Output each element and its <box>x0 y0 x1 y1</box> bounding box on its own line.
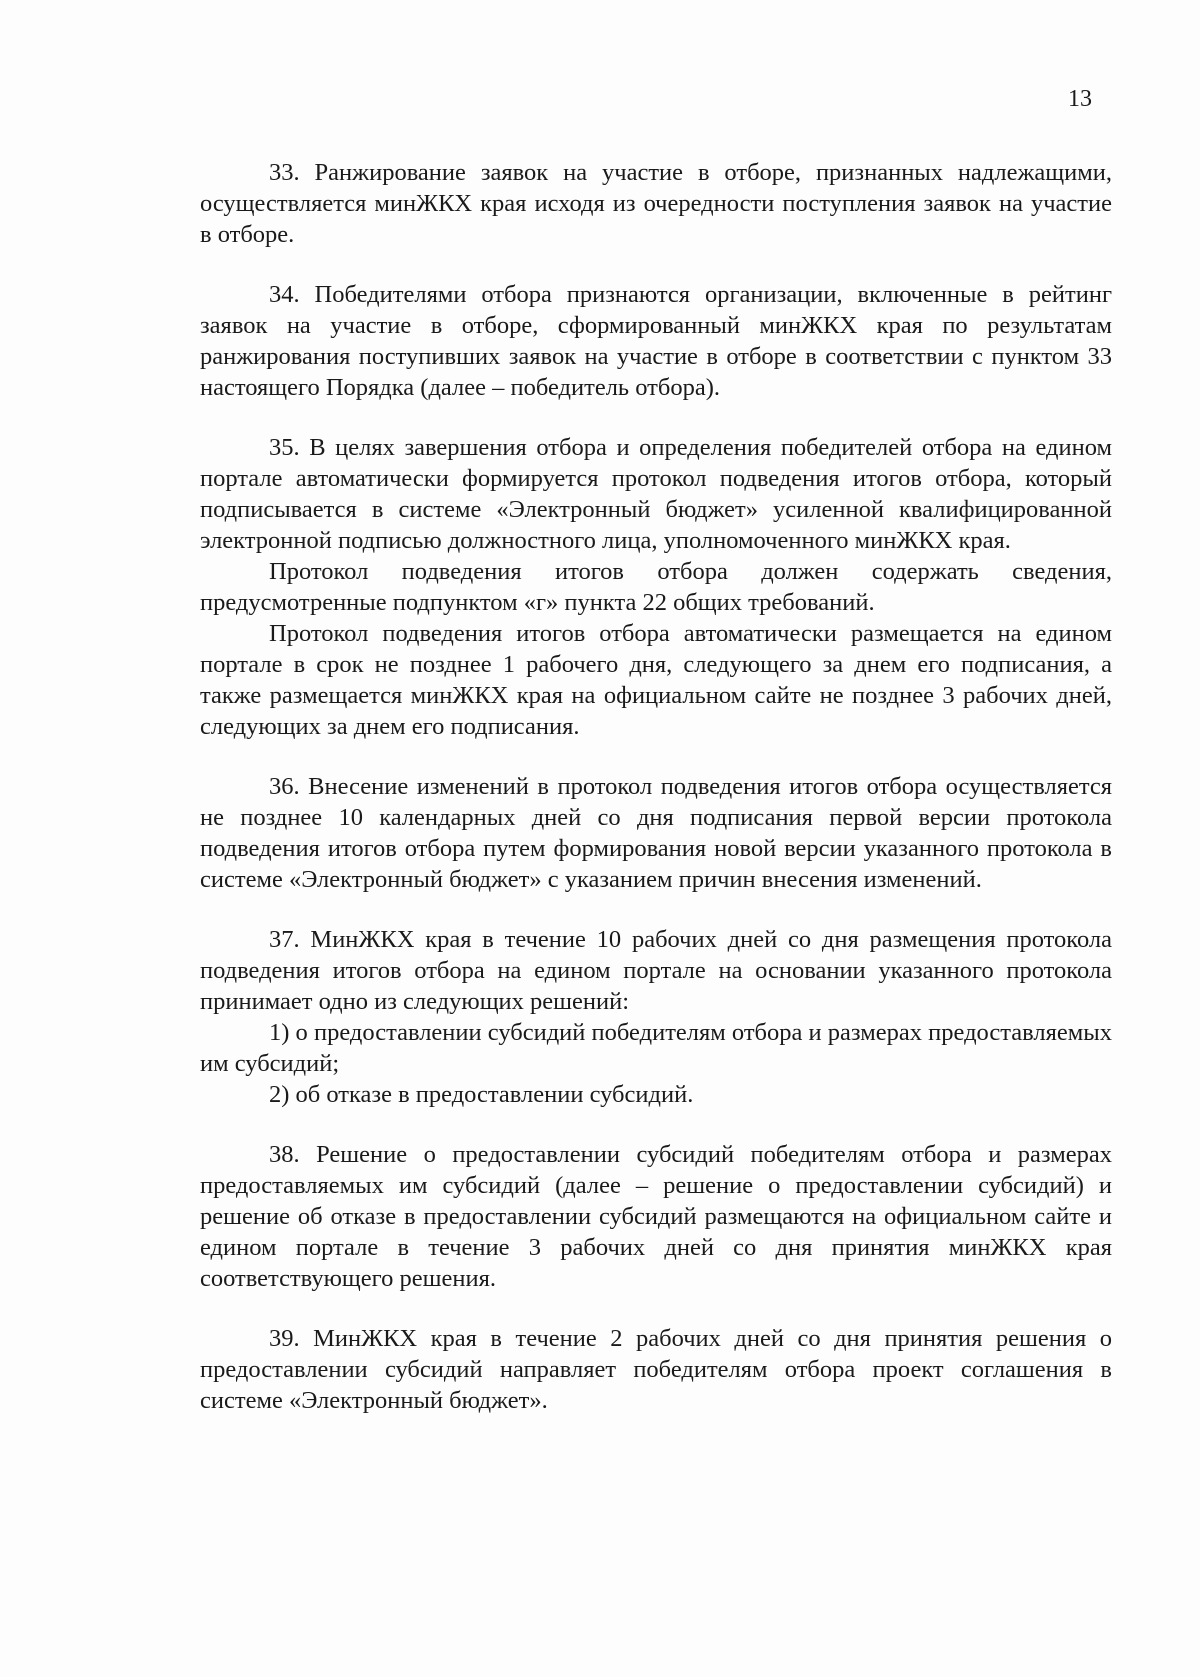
page-number: 13 <box>1068 86 1092 112</box>
paragraph-34: 34. Победителями отбора признаются организации, включенные в рейтинг заявок на участие в отборе, сформированный минЖКХ края по результатам ранжирования поступивших заявок на участие в отборе в соответствии с пунктом 33 настоящего Порядка (далее – победитель отбора). <box>200 281 1112 401</box>
paragraph-39: 39. МинЖКХ края в течение 2 рабочих дней со дня принятия решения о предоставлении субсидий направляет победителям отбора проект соглашения в системе «Электронный бюджет». <box>200 1325 1112 1414</box>
paragraph-37-item-1: 1) о предоставлении субсидий победителям отбора и размерах предоставляемых им субсидий; <box>200 1019 1112 1077</box>
paragraph-33: 33. Ранжирование заявок на участие в отборе, признанных надлежащими, осуществляется минЖКХ края исходя из очередности поступления заявок на участие в отборе. <box>200 159 1112 248</box>
paragraph-35-protocol-publication: Протокол подведения итогов отбора автоматически размещается на едином портале в срок не позднее 1 рабочего дня, следующего за днем его подписания, а также размещается минЖКХ края на официальном сайте не позднее 3 рабочих дней, следующих за днем его подписания. <box>200 620 1112 740</box>
paragraph-35: 35. В целях завершения отбора и определения победителей отбора на едином портале автоматически формируется протокол подведения итогов отбора, который подписывается в системе «Электронный бюджет» усиленной квалифицированной электронной подписью должностного лица, уполномоченного минЖКХ края. <box>200 434 1112 554</box>
paragraph-36: 36. Внесение изменений в протокол подведения итогов отбора осуществляется не позднее 10 календарных дней со дня подписания первой версии протокола подведения итогов отбора путем формирования новой версии указанного протокола в системе «Электронный бюджет» с указанием причин внесения изменений. <box>200 773 1112 893</box>
paragraph-38: 38. Решение о предоставлении субсидий победителям отбора и размерах предоставляемых им субсидий (далее – решение о предоставлении субсидий) и решение об отказе в предоставлении субсидий размещаются на официальном сайте и едином портале в течение 3 рабочих дней со дня принятия минЖКХ края соответствующего решения. <box>200 1141 1112 1292</box>
document-body <box>200 157 1112 1416</box>
paragraph-37: 37. МинЖКХ края в течение 10 рабочих дней со дня размещения протокола подведения итогов отбора на едином портале на основании указанного протокола принимает одно из следующих решений: <box>200 926 1112 1015</box>
paragraph-35-protocol-content: Протокол подведения итогов отбора должен содержать сведения, предусмотренные подпунктом «г» пункта 22 общих требований. <box>200 558 1112 616</box>
paragraph-37-item-2: 2) об отказе в предоставлении субсидий. <box>269 1081 694 1108</box>
